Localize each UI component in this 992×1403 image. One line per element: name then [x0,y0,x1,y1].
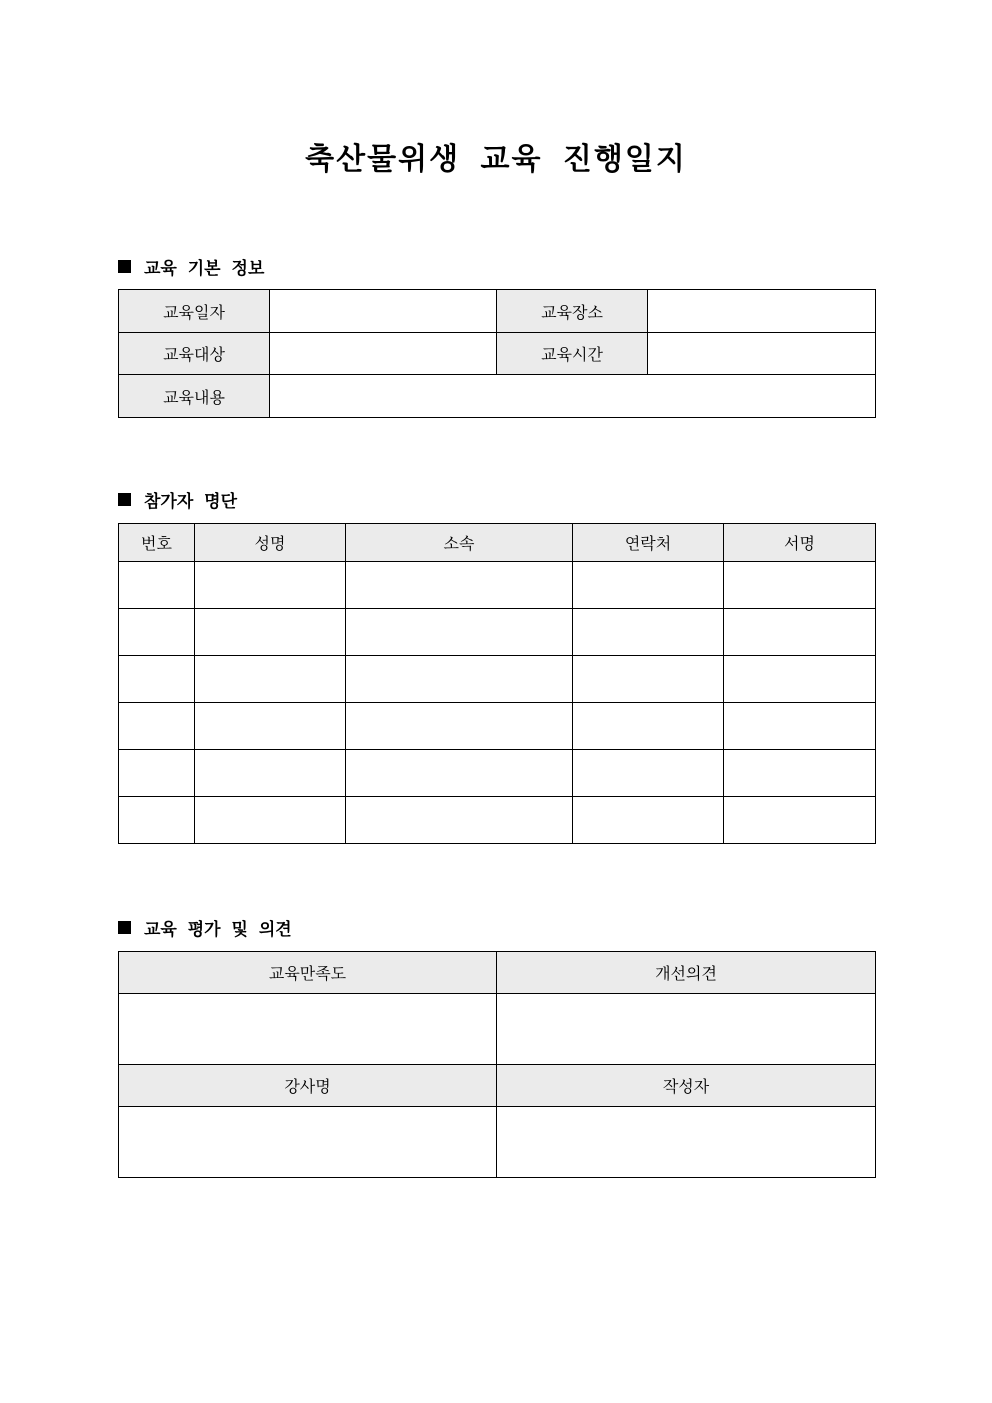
cell-name[interactable] [195,750,346,797]
cell-signature[interactable] [724,703,876,750]
basic-info-table [118,289,876,418]
page-title: 축산물위생 교육 진행일지 [305,142,687,177]
label-education-place: 교육장소 [497,290,648,333]
label-education-target: 교육대상 [119,333,270,375]
square-bullet-icon [118,921,131,934]
cell-name[interactable] [195,609,346,656]
label-satisfaction: 교육만족도 [119,952,497,994]
section-heading-label: 참가자 명단 [144,492,238,512]
value-instructor[interactable] [119,1107,497,1178]
square-bullet-icon [118,260,131,273]
cell-contact[interactable] [573,609,724,656]
header-name: 성명 [195,524,346,562]
cell-affiliation[interactable] [346,562,573,609]
cell-name[interactable] [195,656,346,703]
cell-affiliation[interactable] [346,703,573,750]
value-education-place[interactable] [648,290,876,333]
value-satisfaction[interactable] [119,994,497,1065]
value-writer[interactable] [497,1107,876,1178]
table-row [119,703,876,750]
square-bullet-icon [118,493,131,506]
cell-number[interactable] [119,562,195,609]
value-education-date[interactable] [270,290,497,333]
cell-affiliation[interactable] [346,750,573,797]
cell-contact[interactable] [573,797,724,844]
section-heading-label: 교육 평가 및 의견 [144,920,292,940]
cell-affiliation[interactable] [346,656,573,703]
cell-number[interactable] [119,703,195,750]
cell-contact[interactable] [573,703,724,750]
label-improvement: 개선의견 [497,952,876,994]
cell-signature[interactable] [724,656,876,703]
cell-contact[interactable] [573,656,724,703]
section-heading-basic-info [118,254,264,279]
label-education-date: 교육일자 [119,290,270,333]
table-row [119,656,876,703]
cell-signature[interactable] [724,562,876,609]
table-row [119,750,876,797]
cell-number[interactable] [119,609,195,656]
cell-contact[interactable] [573,750,724,797]
cell-number[interactable] [119,656,195,703]
cell-affiliation[interactable] [346,609,573,656]
participants-table [118,523,876,844]
label-education-time: 교육시간 [497,333,648,375]
value-education-content[interactable] [270,375,876,418]
table-row [119,797,876,844]
cell-number[interactable] [119,797,195,844]
cell-name[interactable] [195,562,346,609]
cell-name[interactable] [195,797,346,844]
cell-number[interactable] [119,750,195,797]
value-improvement[interactable] [497,994,876,1065]
header-signature: 서명 [724,524,876,562]
table-row [119,609,876,656]
header-number: 번호 [119,524,195,562]
header-affiliation: 소속 [346,524,573,562]
cell-signature[interactable] [724,750,876,797]
cell-affiliation[interactable] [346,797,573,844]
value-education-target[interactable] [270,333,497,375]
value-education-time[interactable] [648,333,876,375]
header-contact: 연락처 [573,524,724,562]
evaluation-table [118,951,876,1178]
section-heading-label: 교육 기본 정보 [144,259,265,279]
section-heading-participants [118,487,237,512]
cell-contact[interactable] [573,562,724,609]
cell-name[interactable] [195,703,346,750]
label-writer: 작성자 [497,1065,876,1107]
section-heading-evaluation [118,915,292,940]
table-row [119,562,876,609]
cell-signature[interactable] [724,797,876,844]
label-education-content: 교육내용 [119,375,270,418]
label-instructor: 강사명 [119,1065,497,1107]
cell-signature[interactable] [724,609,876,656]
